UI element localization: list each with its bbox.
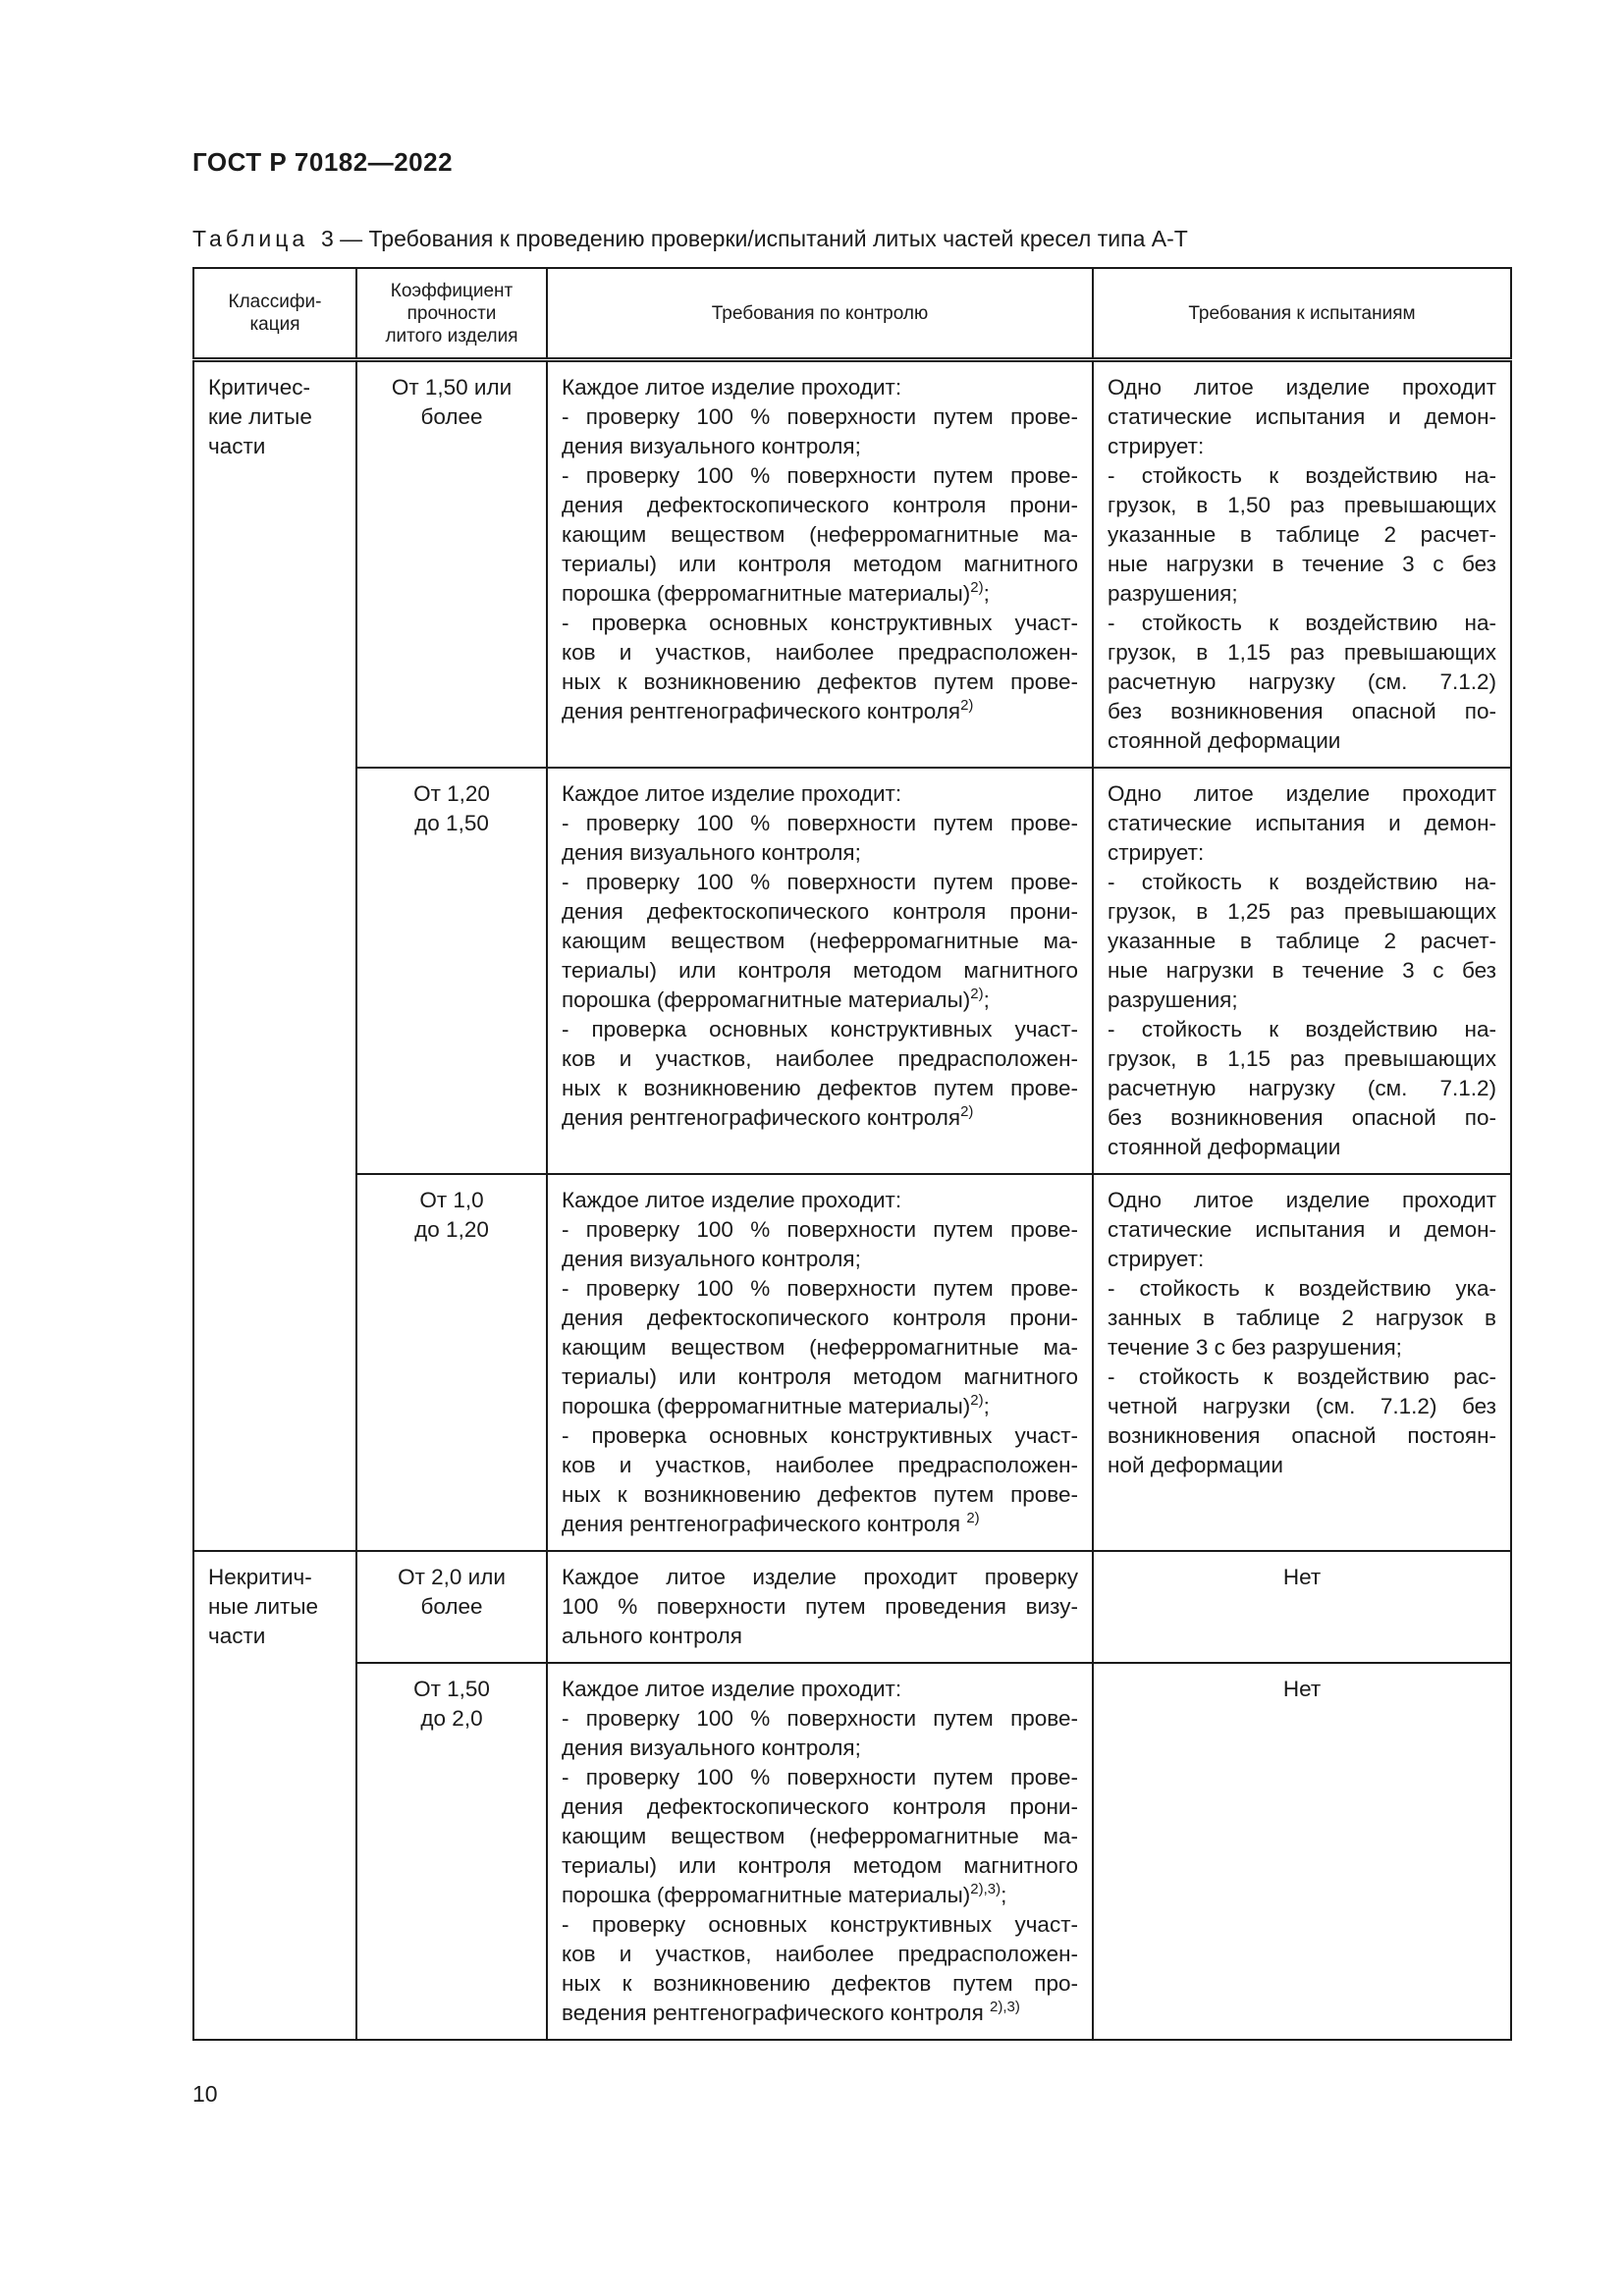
table-row — [193, 1551, 1511, 1663]
test-cell: Нет — [1093, 1551, 1511, 1663]
classification-noncritical: Некритич- ные литые части — [193, 1551, 356, 2040]
footnote-ref: 2) — [970, 986, 984, 1002]
table-row — [193, 1663, 1511, 2040]
caption-number: 3 — [320, 226, 334, 251]
coefficient-cell: От 1,50 или более — [356, 360, 547, 769]
coefficient-cell: От 1,50 до 2,0 — [356, 1663, 547, 2040]
document-header: ГОСТ Р 70182—2022 — [192, 147, 454, 177]
control-cell: Каждое литое изделие проходит: - проверку 100 % поверхности путем прове- дения визуального контроля; - проверку 100 % поверхности путем прове- дения дефектоскопического контроля прони- кающим веществом (неферромагнитные ма- териалы) или контроля методом магнитного порошка (ферромагнитные материалы)$^{2)}$; - проверка основных конструктивных участ- ков и участков, наиболее предрасположен- ных к возникновению дефектов путем прове- дения рентгенографического контроля$^{2)}$ — [547, 360, 1093, 769]
coefficient-cell: От 1,0 до 1,20 — [356, 1174, 547, 1551]
footnote-ref: 2) — [960, 1103, 974, 1120]
control-cell: Каждое литое изделие проходит: - проверку 100 % поверхности путем прове- дения визуального контроля; - проверку 100 % поверхности путем прове- дения дефектоскопического контроля прони- кающим веществом (неферромагнитные ма- териалы) или контроля методом магнитного порошка (ферромагнитные материалы)$^{2)}$; - проверка основных конструктивных участ- ков и участков, наиболее предрасположен- ных к возникновению дефектов путем прове- дения рентгенографического контроля $^{2)}$ — [547, 1174, 1093, 1551]
table-row — [193, 360, 1511, 769]
header-classification: Классифи- кация — [193, 268, 356, 360]
test-cell: Одно литое изделие проходит статические испытания и демон- стрирует: - стойкость к воздействию на- грузок, в 1,25 раз превышающих указанные в таблице 2 расчет- ные нагрузки в течение 3 с без разрушения; - стойкость к воздействию на- грузок, в 1,15 раз превышающих расчетную нагрузку (см. 7.1.2) без возникновения опасной по- стоянной деформации — [1093, 768, 1511, 1174]
footnote-ref: 2) — [970, 1392, 984, 1409]
header-coefficient: Коэффициент прочности литого изделия — [356, 268, 547, 360]
table-row — [193, 1174, 1511, 1551]
header-tests: Требования к испытаниям — [1093, 268, 1511, 360]
table-header-row — [193, 268, 1511, 360]
footnote-ref: 2) — [960, 697, 974, 714]
footnote-ref: 2) — [966, 1510, 980, 1526]
page-number: 10 — [192, 2081, 218, 2107]
caption-label: Таблица — [192, 226, 309, 251]
table-row — [193, 768, 1511, 1174]
control-cell: Каждое литое изделие проходит: - проверку 100 % поверхности путем прове- дения визуального контроля; - проверку 100 % поверхности путем прове- дения дефектоскопического контроля прони- кающим веществом (неферромагнитные ма- териалы) или контроля методом магнитного порошка (ферромагнитные материалы)$^{2),3)}$; - проверку основных конструктивных участ- ков и участков, наиболее предрасположен- ных к возникновению дефектов путем про- ведения рентгенографического контроля $^{2),3)}$ — [547, 1663, 1093, 2040]
footnote-ref: 2),3) — [990, 1999, 1020, 2015]
control-cell: Каждое литое изделие проходит: - проверку 100 % поверхности путем прове- дения визуального контроля; - проверку 100 % поверхности путем прове- дения дефектоскопического контроля прони- кающим веществом (неферромагнитные ма- териалы) или контроля методом магнитного порошка (ферромагнитные материалы)$^{2)}$; - проверка основных конструктивных участ- ков и участков, наиболее предрасположен- ных к возникновению дефектов путем прове- дения рентгенографического контроля$^{2)}$ — [547, 768, 1093, 1174]
footnote-ref: 2) — [970, 579, 984, 596]
classification-critical: Критичес- кие литые части — [193, 360, 356, 1552]
table-caption — [192, 226, 1188, 252]
footnote-ref: 2),3) — [970, 1881, 1001, 1897]
test-cell: Одно литое изделие проходит статические испытания и демон- стрирует: - стойкость к воздействию ука- занных в таблице 2 нагрузок в течение 3 с без разрушения; - стойкость к воздействию рас- четной нагрузки (см. 7.1.2) без возникновения опасной постоян- ной деформации — [1093, 1174, 1511, 1551]
coefficient-cell: От 2,0 или более — [356, 1551, 547, 1663]
test-cell: Одно литое изделие проходит статические испытания и демон- стрирует: - стойкость к воздействию на- грузок, в 1,50 раз превышающих указанные в таблице 2 расчет- ные нагрузки в течение 3 с без разрушения; - стойкость к воздействию на- грузок, в 1,15 раз превышающих расчетную нагрузку (см. 7.1.2) без возникновения опасной по- стоянной деформации — [1093, 360, 1511, 769]
control-cell: Каждое литое изделие проходит проверку 100 % поверхности путем проведения визу- ального контроля — [547, 1551, 1093, 1663]
caption-text: — Требования к проведению проверки/испытаний литых частей кресел типа А-Т — [333, 226, 1188, 251]
requirements-table — [192, 267, 1512, 2041]
coefficient-cell: От 1,20 до 1,50 — [356, 768, 547, 1174]
header-control: Требования по контролю — [547, 268, 1093, 360]
test-cell: Нет — [1093, 1663, 1511, 2040]
